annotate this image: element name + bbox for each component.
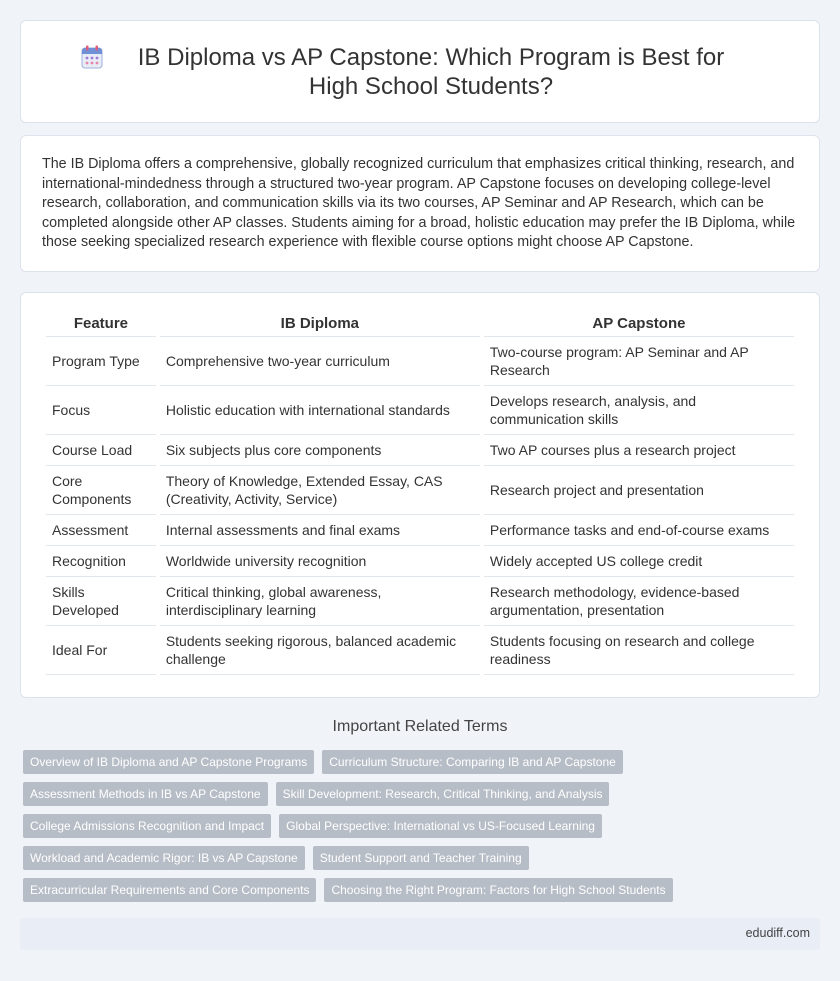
footer — [20, 918, 820, 950]
related-term-tag[interactable]: Workload and Academic Rigor: IB vs AP Capstone — [23, 846, 305, 870]
table-row — [46, 337, 794, 386]
feature-cell: Assessment — [46, 515, 156, 546]
feature-cell: Recognition — [46, 546, 156, 577]
table-row — [46, 577, 794, 626]
related-term-tag[interactable]: Extracurricular Requirements and Core Components — [23, 878, 316, 902]
ap-cell: Develops research, analysis, and communication skills — [484, 386, 794, 435]
summary-text: The IB Diploma offers a comprehensive, globally recognized curriculum that emphasizes critical thinking, research, and international-mindedness through a structured two-year program. AP Capstone focuses on developing college-level research, collaboration, and communication skills via its two courses, AP Seminar and AP Research, which can be completed alongside other AP classes. Students aiming for a broad, holistic education may prefer the IB Diploma, while those seeking specialized research experience with flexible course options might choose AP Capstone. — [42, 156, 796, 250]
related-term-tag[interactable]: Assessment Methods in IB vs AP Capstone — [23, 782, 268, 806]
comparison-table — [42, 315, 798, 675]
page-title: IB Diploma vs AP Capstone: Which Program is Best for High School Students? — [137, 44, 725, 100]
feature-cell: Core Components — [46, 466, 156, 515]
comparison-card — [20, 292, 820, 698]
ib-cell: Worldwide university recognition — [160, 546, 480, 577]
footer-site-link[interactable]: edudiff.com — [745, 926, 810, 940]
ib-cell: Critical thinking, global awareness, interdisciplinary learning — [160, 577, 480, 626]
related-terms-heading: Important Related Terms — [332, 718, 508, 735]
table-row — [46, 515, 794, 546]
ap-cell: Two-course program: AP Seminar and AP Research — [484, 337, 794, 386]
ap-cell: Two AP courses plus a research project — [484, 435, 794, 466]
related-term-tag[interactable]: Global Perspective: International vs US-Focused Learning — [279, 814, 602, 838]
header-feature: Feature — [46, 315, 156, 337]
ib-cell: Comprehensive two-year curriculum — [160, 337, 480, 386]
feature-cell: Skills Developed — [46, 577, 156, 626]
table-row — [46, 626, 794, 675]
feature-cell: Focus — [46, 386, 156, 435]
feature-cell: Ideal For — [46, 626, 156, 675]
related-term-tag[interactable]: Choosing the Right Program: Factors for High School Students — [324, 878, 672, 902]
table-row — [46, 435, 794, 466]
related-terms-list — [23, 750, 823, 910]
title-card — [20, 20, 820, 123]
related-term-tag[interactable]: College Admissions Recognition and Impact — [23, 814, 271, 838]
feature-cell: Course Load — [46, 435, 156, 466]
header-ib-diploma: IB Diploma — [160, 315, 480, 337]
table-row — [46, 546, 794, 577]
related-term-tag[interactable]: Student Support and Teacher Training — [313, 846, 529, 870]
ap-cell: Widely accepted US college credit — [484, 546, 794, 577]
ap-cell: Performance tasks and end-of-course exams — [484, 515, 794, 546]
ib-cell: Theory of Knowledge, Extended Essay, CAS (Creativity, Activity, Service) — [160, 466, 480, 515]
table-row — [46, 466, 794, 515]
ib-cell: Internal assessments and final exams — [160, 515, 480, 546]
related-term-tag[interactable]: Overview of IB Diploma and AP Capstone Programs — [23, 750, 314, 774]
ap-cell: Research project and presentation — [484, 466, 794, 515]
ap-cell: Students focusing on research and college readiness — [484, 626, 794, 675]
header-ap-capstone: AP Capstone — [484, 315, 794, 337]
ib-cell: Students seeking rigorous, balanced academic challenge — [160, 626, 480, 675]
feature-cell: Program Type — [46, 337, 156, 386]
ib-cell: Six subjects plus core components — [160, 435, 480, 466]
table-row — [46, 386, 794, 435]
ib-cell: Holistic education with international standards — [160, 386, 480, 435]
table-header-row — [46, 315, 794, 337]
related-term-tag[interactable]: Curriculum Structure: Comparing IB and AP Capstone — [322, 750, 623, 774]
summary-card — [20, 135, 820, 272]
related-term-tag[interactable]: Skill Development: Research, Critical Thinking, and Analysis — [276, 782, 610, 806]
ap-cell: Research methodology, evidence-based argumentation, presentation — [484, 577, 794, 626]
